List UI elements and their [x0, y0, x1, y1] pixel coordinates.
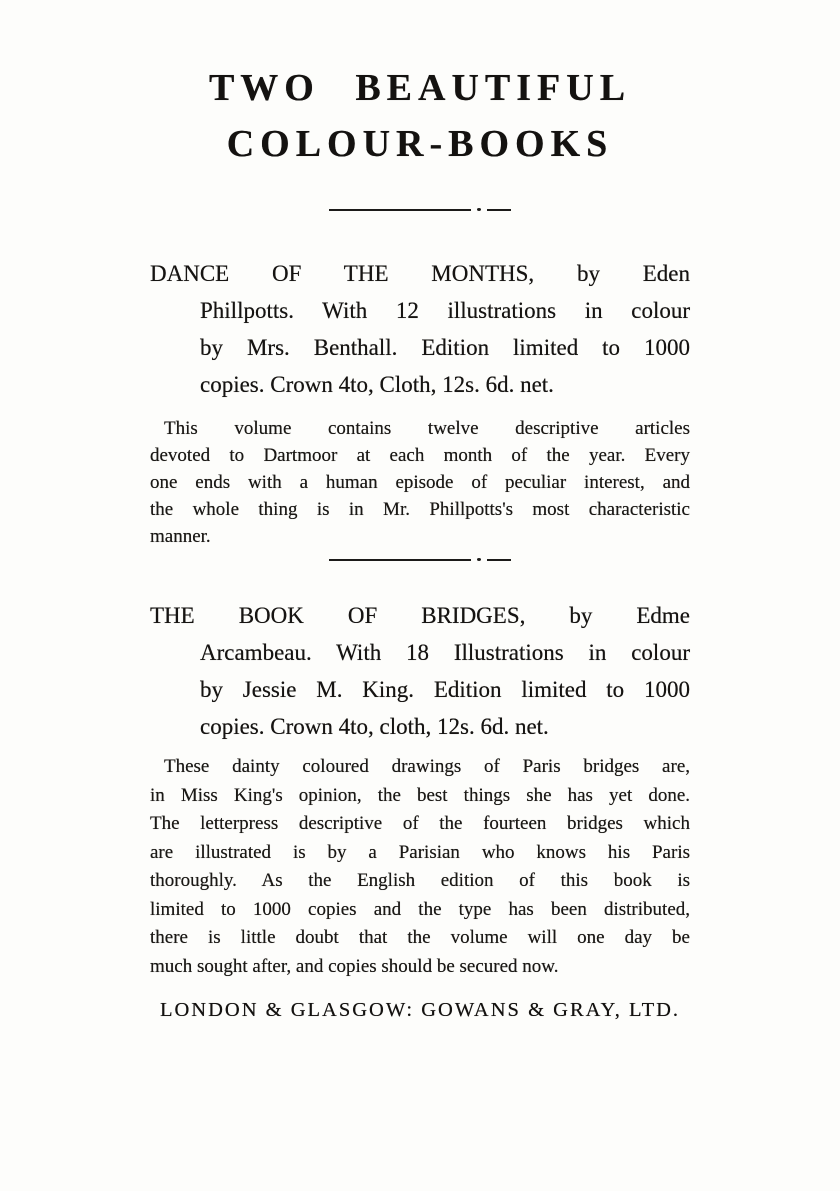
divider-segment-short	[487, 559, 511, 561]
page-title	[150, 60, 690, 172]
entry-description-line: the whole thing is in Mr. Phillpotts's most characteristic	[150, 499, 690, 520]
entry-heading-book-of-bridges	[150, 597, 690, 745]
entry-description-line: The letterpress descriptive of the fourteen bridges which	[150, 813, 690, 834]
entry-description-line: much sought after, and copies should be secured now.	[150, 955, 559, 977]
publisher-imprint: LONDON & GLASGOW: GOWANS & GRAY, LTD.	[159, 999, 681, 1021]
divider-line	[150, 558, 690, 561]
entry-description-book-of-bridges	[150, 753, 690, 981]
entry-heading-line: DANCE OF THE MONTHS, by Eden	[150, 261, 690, 286]
divider-segment-long	[329, 209, 471, 211]
entry-heading-line: copies. Crown 4to, Cloth, 12s. 6d. net.	[200, 372, 554, 397]
divider-line	[150, 208, 690, 211]
entry-heading-line: THE BOOK OF BRIDGES, by Edme	[150, 603, 690, 628]
entry-description-line: thoroughly. As the English edition of this book is	[150, 870, 690, 891]
entry-description-dance-of-the-months	[150, 415, 690, 550]
page-content	[150, 0, 690, 1022]
entry-description-line: there is little doubt that the volume will one day be	[150, 927, 690, 948]
entry-heading-line: by Mrs. Benthall. Edition limited to 1000	[200, 335, 690, 360]
entry-heading-line: Phillpotts. With 12 illustrations in colour	[200, 298, 690, 323]
entry-heading-line: Arcambeau. With 18 Illustrations in colour	[200, 640, 690, 665]
divider-segment-long	[329, 559, 471, 561]
entry-heading-line: copies. Crown 4to, cloth, 12s. 6d. net.	[200, 714, 549, 739]
page-title-line-1: TWO BEAUTIFUL	[208, 67, 632, 109]
entry-heading-line: by Jessie M. King. Edition limited to 1000	[200, 677, 690, 702]
entry-description-line: in Miss King's opinion, the best things she has yet done.	[150, 784, 690, 806]
entry-description-line: manner.	[150, 526, 211, 547]
entry-heading-dance-of-the-months	[150, 255, 690, 403]
entry-description-line: devoted to Dartmoor at each month of the year. Every	[150, 445, 690, 466]
entry-description-line: These dainty coloured drawings of Paris bridges are,	[164, 756, 690, 777]
divider-segment-dot	[477, 208, 481, 211]
entry-description-line: one ends with a human episode of peculiar interest, and	[150, 472, 690, 493]
divider-segment-dot	[477, 558, 481, 561]
page-title-line-2: COLOUR-BOOKS	[226, 123, 614, 165]
entry-description-line: limited to 1000 copies and the type has been distributed,	[150, 898, 690, 920]
divider-segment-short	[487, 209, 511, 211]
entry-description-line: This volume contains twelve descriptive articles	[164, 418, 690, 439]
entry-description-line: are illustrated is by a Parisian who knows his Paris	[150, 841, 690, 863]
